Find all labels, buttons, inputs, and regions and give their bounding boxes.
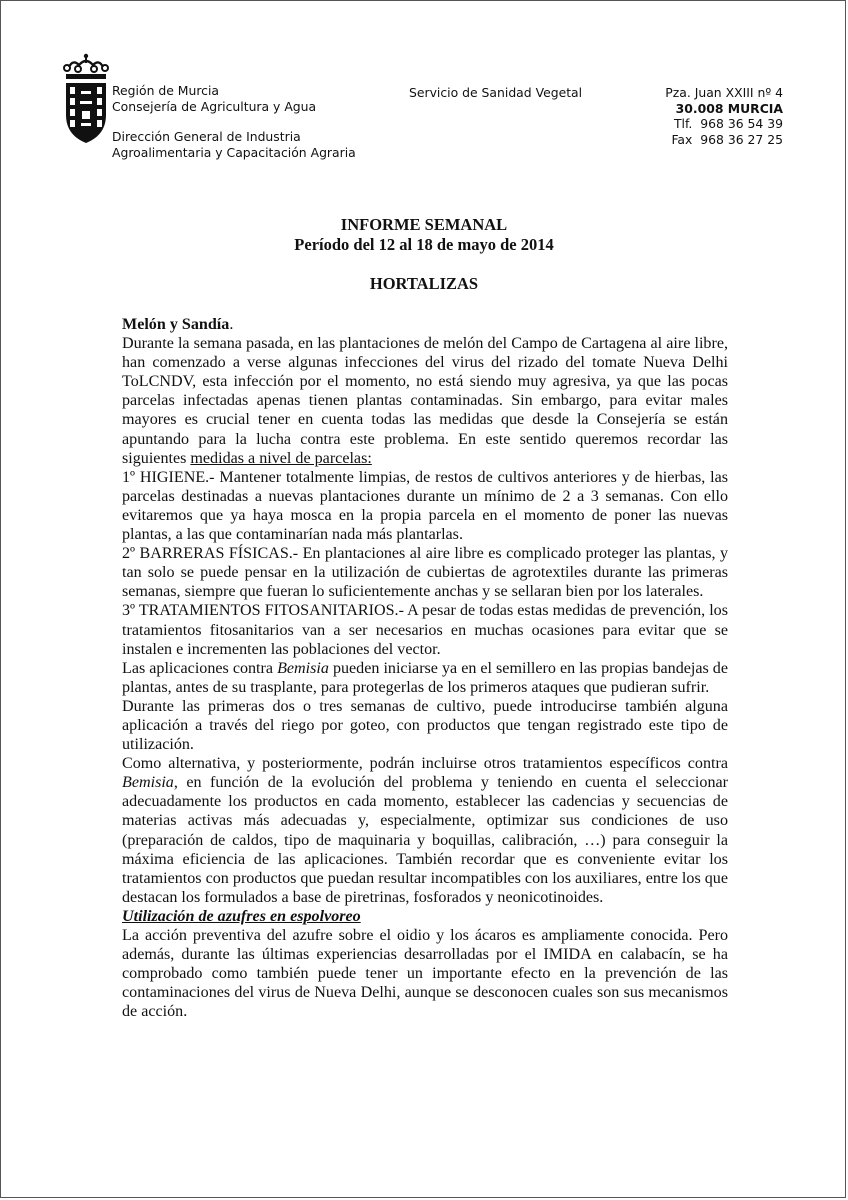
org-region: Región de Murcia — [112, 83, 219, 98]
measure-phytosanitary: 3º TRATAMIENTOS FITOSANITARIOS.- A pesar de todas estas medidas de prevención, los tratamientos fitosanitarios van a ser necesarios en muchas ocasiones para evitar que se instalen e incrementen las poblaciones del vector. — [122, 602, 728, 658]
crop-subheading: Melón y Sandía. — [122, 316, 234, 333]
murcia-coat-of-arms-icon — [61, 53, 111, 145]
dept-line-1: Dirección General de Industria — [112, 129, 301, 144]
address-block — [665, 85, 783, 147]
measure-physical-barriers: 2º BARRERAS FÍSICAS.- En plantaciones al aire libre es complicado proteger las plantas, y tan solo se puede pensar en la utilización de cubiertas de agrotextiles durante las primeras semanas, siempre que fueran lo suficientemente anchas y se sellaran bien por los laterales. — [122, 545, 728, 601]
organization-block — [112, 83, 356, 161]
measure-hygiene: 1º HIGIENE.- Mantener totalmente limpias, de restos de cultivos anteriores y de hierbas, las parcelas destinadas a nuevas plantaciones durante un mínimo de 2 a 3 semanas. Con ello evitaremos que ya haya mosca en la propia parcela en el momento de poner las nuevas plantas, a las que contaminarían nada más plantarlas. — [122, 468, 728, 544]
report-period: Período del 12 al 18 de mayo de 2014 — [294, 235, 554, 254]
measures-underline: medidas a nivel de parcelas: — [190, 449, 372, 467]
address-fax: Fax 968 36 27 25 — [671, 131, 783, 147]
report-body — [122, 315, 728, 1021]
org-ministry: Consejería de Agricultura y Agua — [112, 99, 317, 114]
section-title: HORTALIZAS — [369, 274, 479, 293]
drip-irrigation-paragraph: Durante las primeras dos o tres semanas de cultivo, puede introducirse también alguna aplicación a través del riego por goteo, con productos que tengan registrado este tipo de utilización. — [122, 697, 728, 754]
address-phone: Tlf. 968 36 54 39 — [673, 116, 783, 131]
intro-paragraph: Durante la semana pasada, en las plantaciones de melón del Campo de Cartagena al aire libre, han comenzado a verse algunas infecciones del virus del rizado del tomate Nueva Delhi ToLCNDV, esta infección por el momento, no está siendo muy agresiva, ya que las pocas parcelas infectadas apenas tienen plantas contaminadas. Sin embargo, para evitar males mayores es crucial tener en cuenta todas las medidas que desde la Consejería se están apuntando para la lucha contra este problema. En este sentido queremos recordar las siguientes medidas a nivel de parcelas: — [122, 335, 728, 467]
address-street: Pza. Juan XXIII nº 4 — [665, 85, 783, 100]
service-name: Servicio de Sanidad Vegetal — [409, 85, 583, 100]
sulfur-paragraph: La acción preventiva del azufre sobre el oidio y los ácaros es ampliamente conocida. Pero además, durante las últimas experiencias desarrolladas por el IMIDA en calabacín, se ha comprobado como también puede tener un importante efecto en la prevención de las contaminaciones del virus de Nueva Delhi, aunque se desconocen cuales son sus mecanismos de acción. — [122, 927, 728, 1021]
dept-line-2: Agroalimentaria y Capacitación Agraria — [112, 145, 356, 160]
report-title: INFORME SEMANAL — [340, 215, 508, 234]
sulfur-heading: Utilización de azufres en espolvoreo — [122, 907, 361, 925]
bemisia-paragraph: Las aplicaciones contra Bemisia pueden iniciarse ya en el semillero en las propias bandejas de plantas, antes de su trasplante, para protegerlas de los primeros ataques que pudieran sufrir. — [122, 659, 728, 696]
alternative-paragraph: Como alternativa, y posteriormente, podrán incluirse otros tratamientos específicos contra Bemisia, en función de la evolución del problema y teniendo en cuenta el seleccionar adecuadamente los productos en cada momento, establecer las cadencias y secuencias de materias activas más adecuadas y, especialmente, optimizar sus condiciones de uso (preparación de caldos, tipo de maquinaria y boquillas, calibración, …) para conseguir la máxima eficiencia de las aplicaciones. También recordar que es conveniente evitar los tratamientos con productos que puedan resultar incompatibles con los auxiliares, entre los que destacan los formulados a base de piretrinas, fosforados y neonicotinoides. — [122, 755, 728, 906]
address-city: 30.008 MURCIA — [675, 100, 783, 116]
